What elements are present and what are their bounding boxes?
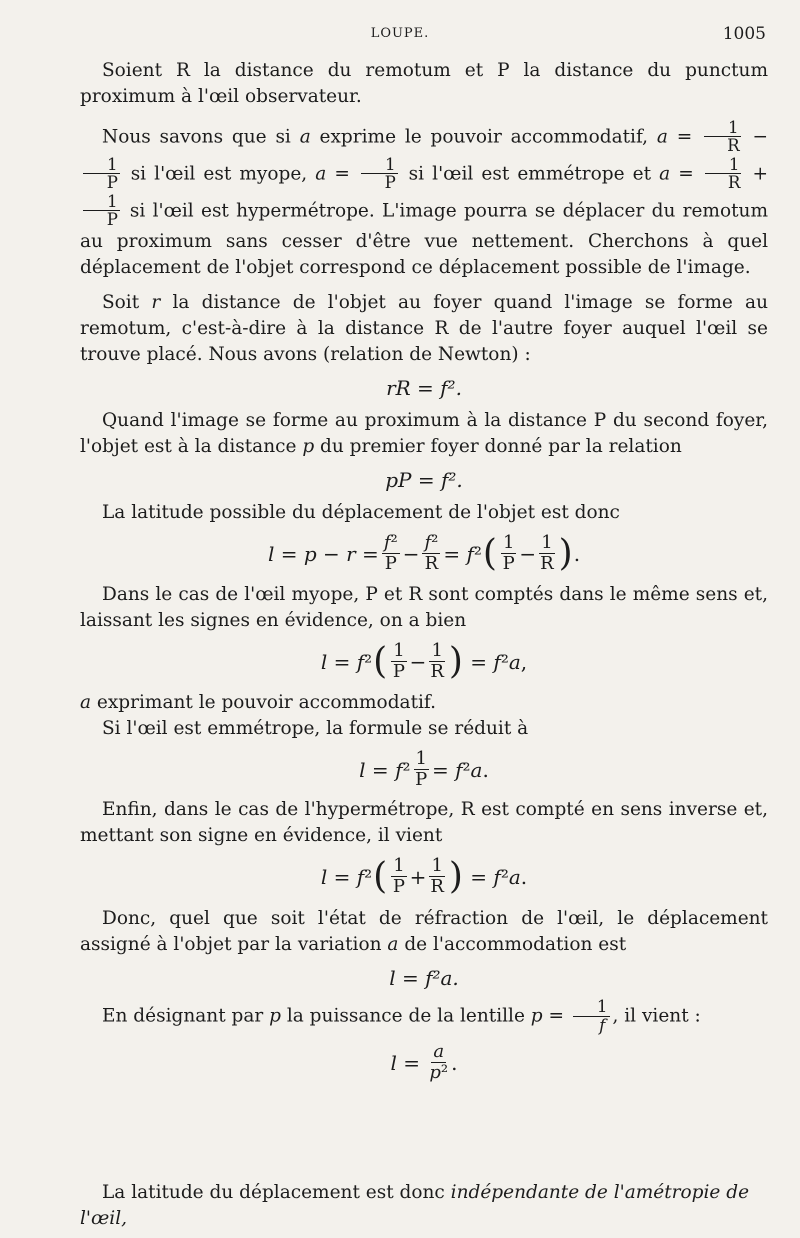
paragraph-8: Si l'œil est emmétrope, la formule se réduit à <box>102 717 529 739</box>
paragraph-9: Enfin, dans le cas de l'hypermétrope, R est compté en sens inverse et, mettant son signe en évidence, il vient <box>80 799 768 847</box>
paragraph-11: En désignant par p la puissance de la lentille p = $\frac{1}{f}$ , il vient : <box>102 997 701 1035</box>
running-header <box>0 22 800 46</box>
equation-8: l = $\frac{a}{\text{p²}}$ . <box>390 1040 458 1083</box>
header-title: LOUPE. <box>370 26 430 41</box>
page-number: 1005 <box>722 24 766 44</box>
paragraph-7: a exprimant le pouvoir accommodatif. <box>80 691 436 713</box>
paragraph-2: Nous savons que si a exprime le pouvoir accommodatif, a = $\frac{1}{R}$ − $\frac{1}{P}$ si l'œil est myope, a = $\frac{1}{P}$ si l'œil est emmétrope et a = $\frac{1}{R}$ + $\frac{1}{P}$ si l'œil est hypermétrope. L'image pourra se déplacer du remotum au proximum sans cesser d'être vue nettement. Cherchons à quel déplacement de l'objet correspond ce déplacement possible de l'image. <box>80 118 769 279</box>
text: exprimant le pouvoir accommodatif. <box>96 691 436 713</box>
equation-2: pP = f². <box>385 468 463 493</box>
paragraph-1: Soient R la distance du remotum et P la distance du punctum proximum à l'œil observateur. <box>80 60 768 107</box>
text: du premier foyer donné par la relation <box>320 436 682 458</box>
text: si l'œil est emmétrope et <box>408 163 652 185</box>
text-body <box>80 58 768 1091</box>
text: exprime le pouvoir accommodatif, <box>319 126 649 148</box>
fraction: $\frac{1}{P}$ <box>361 156 398 193</box>
text: hypermétrope. L'image pourra se déplacer du remotum au proximum sans cesser d'être vue nettement. Cherchons à quel déplacement de l'objet correspond ce déplacement possible de l'image. <box>80 199 769 279</box>
text: La latitude du déplacement est donc <box>102 1182 445 1203</box>
equation-7: l = f²a. <box>389 966 459 991</box>
equation-6: l = f ² ( $\frac{1}{P}$ + $\frac{1}{R}$ ) = f ² a . <box>320 855 528 898</box>
equation-5: l = f ² $\frac{1}{P}$ = f ² a . <box>359 747 489 790</box>
paragraph-4 <box>80 408 768 460</box>
text: de l'accommodation est <box>404 934 627 956</box>
fraction: $\frac{1}{R}$ <box>705 156 742 193</box>
paragraph-3 <box>80 290 768 368</box>
text: Soit <box>102 292 140 314</box>
paragraph-12 <box>80 1180 768 1232</box>
text: En désignant par <box>102 1005 264 1027</box>
equation-1: rR = f². <box>386 376 462 401</box>
var-a: a <box>299 126 311 148</box>
text: la puissance de la lentille <box>286 1005 525 1027</box>
italic-text: indépendante de l'amétropie de l'œil, <box>80 1182 750 1229</box>
text: Quand l'image se forme au proximum à la distance P du second foyer, l'objet est à la distance <box>80 410 768 458</box>
text: Donc, quel que soit l'état de réfraction de l'œil, le déplacement assigné à l'objet par la variation <box>80 908 768 956</box>
paragraph-6: Dans le cas de l'œil myope, P et R sont comptés dans le même sens et, laissant les signes en évidence, on a bien <box>80 584 768 632</box>
text: il vient : <box>624 1005 701 1027</box>
equation-3: l = p − r = $\frac{\text{f²}}{P}$ − $\frac{\text{f²}}{R}$ = f ² ( $\frac{1}{P}$ − $\frac{1}{R}$ ) . <box>267 532 581 575</box>
fraction: $\frac{1}{P}$ <box>83 193 120 230</box>
text: si l'œil est <box>129 199 229 221</box>
paragraph-10: Donc, quel que soit l'état de réfraction de l'œil, le déplacement assigné à l'objet par la variation a de l'accommodation est <box>80 908 768 956</box>
var-p: p <box>302 436 315 458</box>
text: Nous savons que si <box>102 126 291 148</box>
text: la distance de l'objet au foyer quand l'image se forme au remotum, c'est-à-dire à la distance R de l'autre foyer auquel l'œil se trouve placé. Nous avons (relation de Newton) : <box>80 292 768 366</box>
equation-4: l = f ² ( $\frac{1}{P}$ − $\frac{1}{R}$ ) = f ² a , <box>320 640 528 682</box>
paragraph-5: La latitude possible du déplacement de l'objet est donc <box>102 502 620 524</box>
var-r: r <box>151 292 161 314</box>
text: si l'œil est myope, <box>130 163 308 185</box>
fraction: $\frac{1}{P}$ <box>83 156 120 193</box>
fraction: $\frac{1}{R}$ <box>704 119 741 156</box>
